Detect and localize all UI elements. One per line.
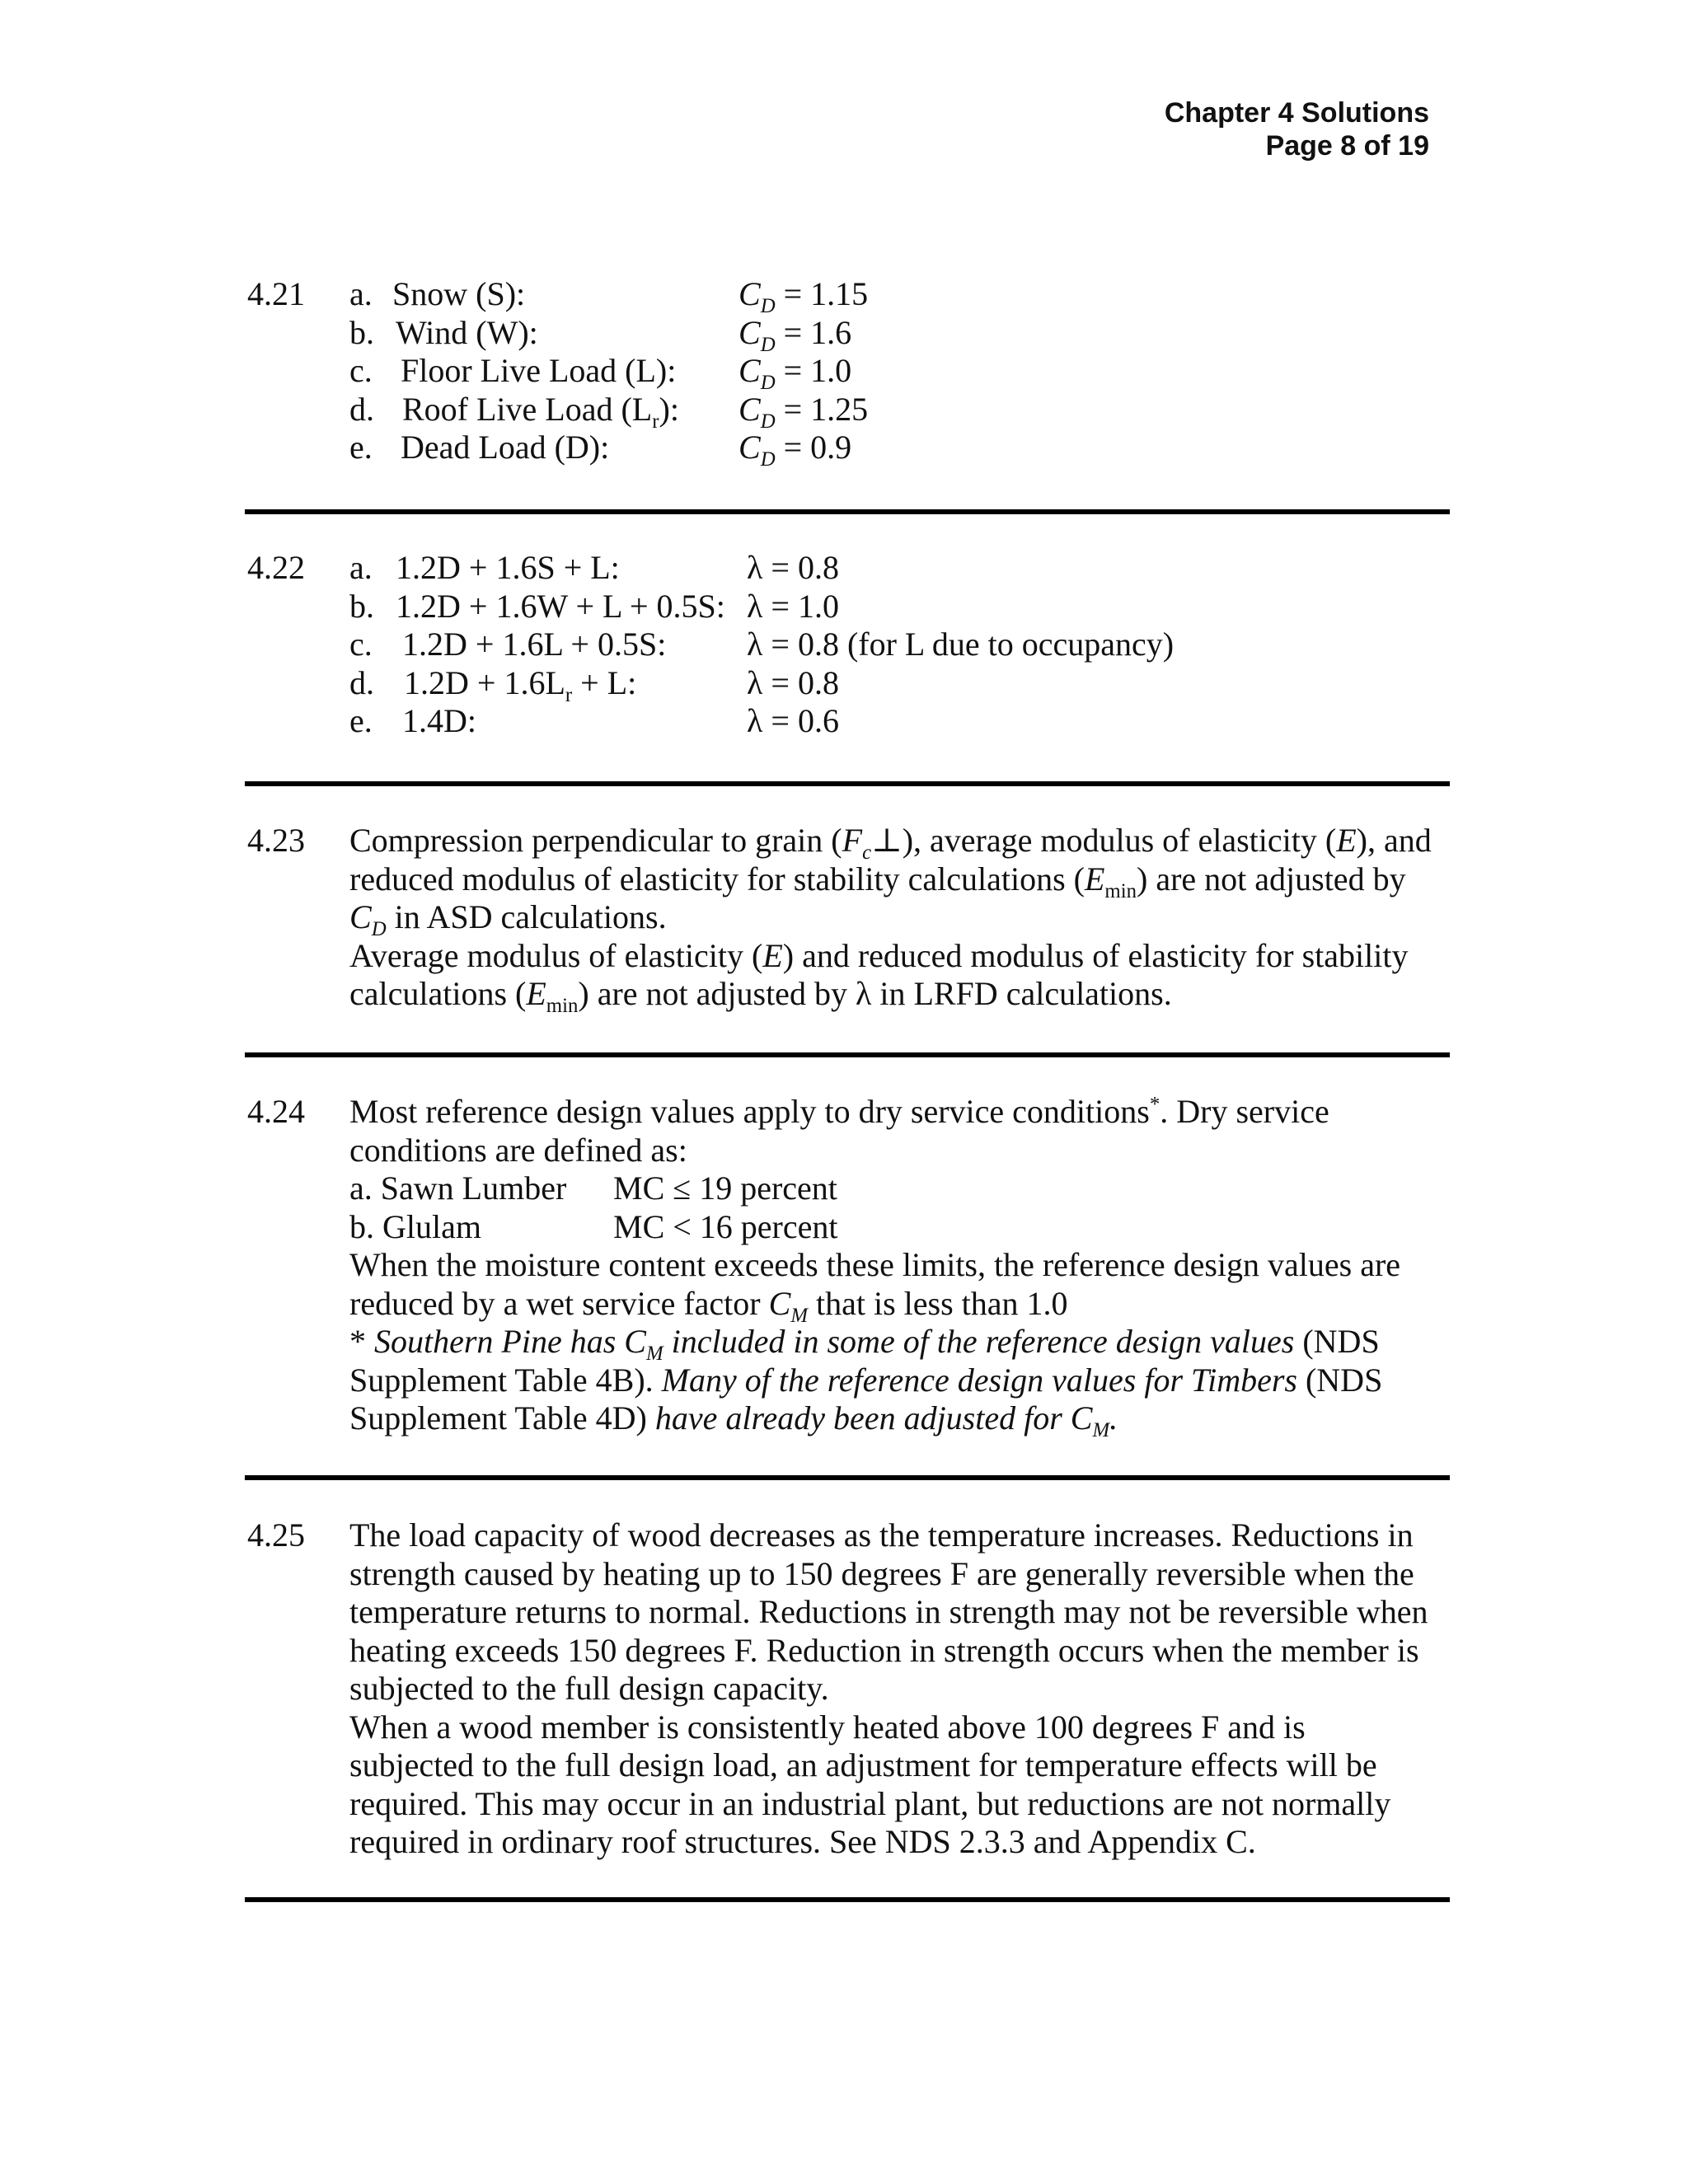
section-number: 4.21 <box>247 275 305 312</box>
lambda-value: λ = 0.8 <box>747 549 839 586</box>
section-divider <box>245 509 1450 514</box>
item-value: $C_D = 1.6$ <box>738 313 852 356</box>
section-number: 4.22 <box>247 549 305 586</box>
item-letter: a. <box>349 549 373 586</box>
section-4-22 <box>247 549 1451 747</box>
item-label: Dead Load (D): <box>401 429 610 466</box>
item-letter: c. <box>349 352 373 389</box>
item-letter: c. <box>349 626 373 663</box>
item-letter: b. <box>349 587 374 625</box>
load-combination: 1.4D: <box>402 702 476 739</box>
item-letter: d. <box>349 390 374 428</box>
section-divider <box>245 781 1450 786</box>
lambda-value: λ = 0.8 <box>747 663 839 701</box>
section-4-24 <box>247 1093 1451 1447</box>
lambda-value: λ = 1.0 <box>747 587 839 625</box>
section-4-21 <box>247 275 1451 473</box>
item-value: $C_D = 1.25$ <box>738 390 869 433</box>
item-label: Snow (S): <box>392 275 526 312</box>
section-number: 4.23 <box>247 822 305 859</box>
item-value: $C_D = 1.0$ <box>738 352 852 394</box>
section-4-23 <box>247 822 1451 1019</box>
item-letter: d. <box>349 663 374 701</box>
item-value: $C_D = 0.9$ <box>738 429 852 471</box>
lambda-value: λ = 0.8 (for L due to occupancy) <box>747 626 1175 663</box>
section-number: 4.24 <box>247 1093 305 1130</box>
section-divider <box>245 1475 1450 1480</box>
section-number: 4.25 <box>247 1516 305 1554</box>
paragraph: Compression perpendicular to grain $(F_c\perp)$, average modulus of elasticity (E), and reduced modulus of elasticity for stability calculations $(E_{min})$ are not adjusted by $C_D$ in ASD calculations. Average modulus of elasticity (E) and reduced modulus of elasticity for stability calculations $(E_{min})$ are not adjusted by λ in LRFD calculations. <box>349 822 1432 1017</box>
item-letter: b. <box>349 313 374 351</box>
item-letter: a. <box>349 275 373 312</box>
item-value: $C_D = 1.15$ <box>738 275 869 317</box>
load-combination: 1.2D + 1.6W + L + 0.5S: <box>396 587 725 625</box>
page-number: Page 8 of 19 <box>1265 130 1429 162</box>
item-label: Wind (W): <box>396 313 538 351</box>
chapter-title: Chapter 4 Solutions <box>1164 97 1429 129</box>
lambda-value: λ = 0.6 <box>747 702 839 739</box>
section-divider <box>245 1052 1450 1057</box>
load-combination: 1.2D + 1.6S + L: <box>396 549 620 586</box>
load-combination: $1.2D + 1.6L_r + L$: <box>404 663 637 706</box>
section-divider <box>245 1897 1450 1902</box>
item-letter: e. <box>349 429 373 466</box>
item-label: Roof Live Load $(L_r)$: <box>402 390 679 433</box>
item-letter: e. <box>349 702 373 739</box>
paragraph: Most reference design values apply to dry service conditions*. Dry service conditions are defined as: a. Sawn Lumber MC ≤ 19 percent b. Glulam MC < 16 percent When the moisture content exceeds these limits, the reference design values are reduced by a wet service factor $C_M$ that is less than 1.0 * Southern Pine has $C_M$ included in some of the reference design values (NDS Supplement Table 4B). Many of the reference design values for Timbers (NDS Supplement Table 4D) have already been adjusted for $C_M$. <box>349 1093 1401 1441</box>
item-label: Floor Live Load (L): <box>401 352 677 389</box>
section-4-25 <box>247 1516 1451 1871</box>
paragraph: The load capacity of wood decreases as the temperature increases. Reductions in strength caused by heating up to 150 degrees F are generally reversible when the temperature returns to normal. Reductions in strength may not be reversible when heating exceeds 150 degrees F. Reduction in strength occurs when the member is subjected to the full design capacity. When a wood member is consistently heated above 100 degrees F and is subjected to the full design load, an adjustment for temperature effects will be required. This may occur in an industrial plant, but reductions are not normally required in ordinary roof structures. See NDS 2.3.3 and Appendix C. <box>349 1516 1428 1860</box>
load-combination: 1.2D + 1.6L + 0.5S: <box>402 626 667 663</box>
